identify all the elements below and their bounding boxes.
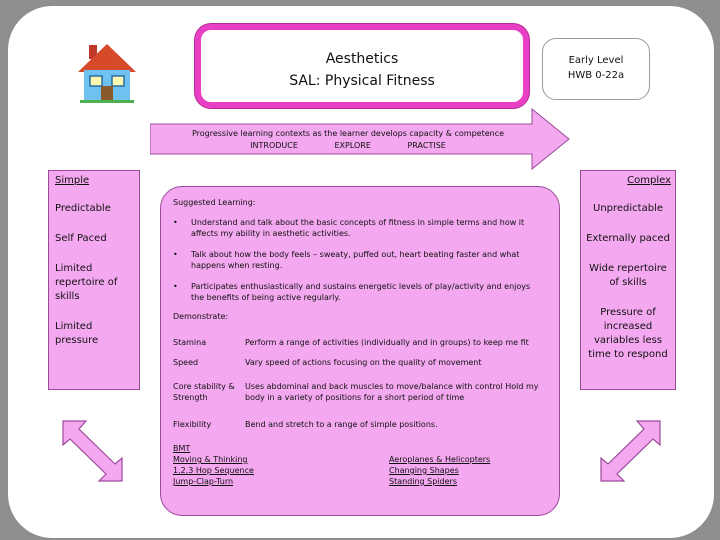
- bullet-glyph: •: [173, 218, 178, 227]
- complex-column: [580, 170, 676, 390]
- demonstrate-label: Stamina: [173, 338, 207, 347]
- activity-list-right: [389, 454, 490, 487]
- list-item-text: Participates enthusiastically and sustains energetic levels of play/activity and enjoys the benefits of being active regularly.: [191, 282, 531, 302]
- complex-item: Wide repertoire of skills: [589, 263, 667, 288]
- activity-list-left: [173, 443, 254, 487]
- title-line-2: SAL: Physical Fitness: [289, 73, 435, 89]
- suggested-learning-heading: Suggested Learning:: [173, 198, 256, 207]
- level-line-1: Early Level: [568, 55, 624, 66]
- progression-stages: [150, 140, 546, 152]
- expand-arrow-icon: [597, 418, 663, 484]
- demonstrate-row: [173, 337, 553, 348]
- list-item: [173, 217, 533, 239]
- complex-item: Externally paced: [586, 233, 670, 244]
- learning-panel: [160, 186, 560, 516]
- complex-heading: Complex: [627, 175, 671, 186]
- suggested-learning-list: [173, 217, 533, 313]
- simple-item: Limited repertoire of skills: [55, 263, 118, 302]
- stage-explore: EXPLORE: [334, 141, 371, 150]
- simple-item: Self Paced: [55, 233, 107, 244]
- demonstrate-label: Speed: [173, 358, 199, 367]
- demonstrate-heading: Demonstrate:: [173, 312, 229, 321]
- title-line-1: Aesthetics: [325, 51, 399, 67]
- simple-item: Predictable: [55, 203, 111, 214]
- level-line-2: HWB 0-22a: [567, 70, 625, 81]
- list-item: [173, 249, 533, 271]
- demonstrate-text: Bend and stretch to a range of simple positions.: [245, 420, 438, 429]
- complex-item: Unpredictable: [593, 203, 663, 214]
- expand-arrow-icon: [60, 418, 126, 484]
- list-item: Jump-Clap-Turn: [173, 477, 234, 486]
- demonstrate-label: Core stability & Strength: [173, 382, 235, 402]
- list-item: 1,2,3 Hop Sequence: [173, 466, 254, 475]
- list-item: Moving & Thinking: [173, 455, 248, 464]
- list-item: Standing Spiders: [389, 477, 458, 486]
- list-item-text: Talk about how the body feels – sweaty, puffed out, heart beating faster and what happens when resting.: [191, 250, 520, 270]
- stage-practise: PRACTISE: [407, 141, 446, 150]
- list-item: BMT: [173, 444, 191, 453]
- title-box: [195, 24, 529, 108]
- demonstrate-text: Vary speed of actions focusing on the quality of movement: [245, 358, 482, 367]
- simple-column: [48, 170, 140, 390]
- demonstrate-text: Uses abdominal and back muscles to move/balance with control Hold my body in a variety of positions for a short period of time: [245, 382, 539, 402]
- list-item: Aeroplanes & Helicopters: [389, 455, 491, 464]
- bullet-glyph: •: [173, 250, 178, 259]
- demonstrate-label: Flexibility: [173, 420, 212, 429]
- level-box: [542, 38, 650, 100]
- list-item: Changing Shapes: [389, 466, 459, 475]
- progression-caption: Progressive learning contexts as the learner develops capacity & competence: [191, 129, 505, 138]
- simple-heading: Simple: [55, 175, 90, 186]
- simple-item: Limited pressure: [55, 321, 99, 346]
- complex-item: Pressure of increased variables less time to respond: [588, 307, 668, 360]
- house-icon: [76, 42, 138, 104]
- list-item-text: Understand and talk about the basic concepts of fitness in simple terms and how it affects my ability in aesthetic activities.: [191, 218, 525, 238]
- progression-text: [150, 128, 546, 152]
- demonstrate-text: Perform a range of activities (individually and in groups) to keep me fit: [245, 338, 529, 347]
- bullet-glyph: •: [173, 282, 178, 291]
- demonstrate-row: [173, 357, 553, 368]
- stage-introduce: INTRODUCE: [250, 141, 298, 150]
- demonstrate-row: [173, 381, 553, 403]
- list-item: [173, 281, 533, 303]
- demonstrate-row: [173, 419, 553, 430]
